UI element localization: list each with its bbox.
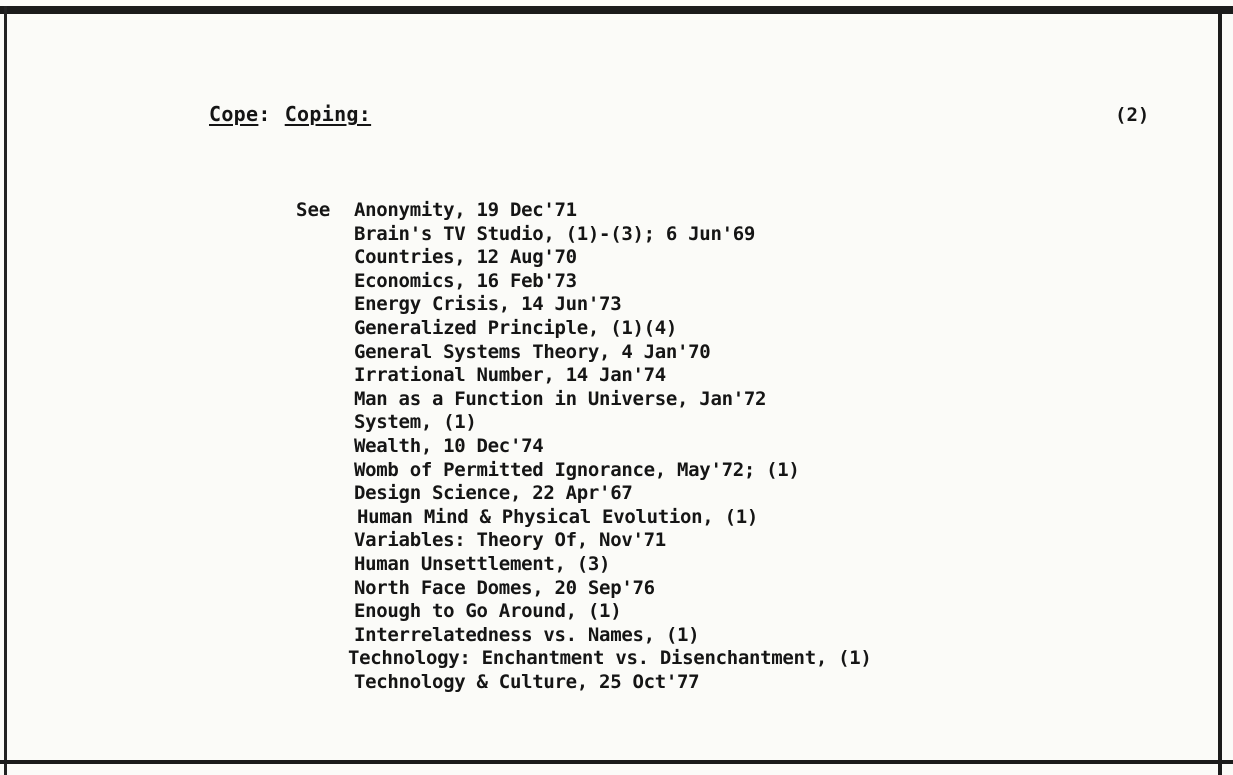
cross-reference-entry: Energy Crisis, 14 Jun'73 [354,293,622,316]
card-bottom-border [0,760,1233,764]
card-heading [209,102,371,126]
cross-reference-entry: Generalized Principle, (1)(4) [354,316,678,339]
cross-reference-entry: Human Unsettlement, (3) [354,552,611,575]
card-left-border [4,6,7,775]
cross-reference-entry: Anonymity, 19 Dec'71 [354,199,577,221]
cross-reference-list [348,199,872,694]
cross-reference-entry: Brain's TV Studio, (1)-(3); 6 Jun'69 [354,222,756,245]
card-page-number: (2) [1115,104,1150,126]
heading-colon: : [258,102,271,126]
cross-reference-entry: Interrelatedness vs. Names, (1) [354,623,700,646]
see-label: See [296,199,331,221]
cross-reference-entry: General Systems Theory, 4 Jan'70 [354,340,711,363]
card-top-border [0,6,1233,14]
cross-reference-entry: Womb of Permitted Ignorance, May'72; (1) [354,458,800,481]
cross-reference-entry: Irrational Number, 14 Jan'74 [354,364,666,387]
cross-reference-entry: Enough to Go Around, (1) [354,600,622,623]
cross-reference-entry: Variables: Theory Of, Nov'71 [354,529,666,552]
cross-reference-entry: North Face Domes, 20 Sep'76 [354,576,655,599]
heading-term-coping: Coping: [284,102,372,126]
cross-reference-entry: Man as a Function in Universe, Jan'72 [354,387,767,410]
cross-reference-entry: Wealth, 10 Dec'74 [354,434,544,457]
heading-term-cope: Cope [209,102,259,126]
card-right-border [1218,6,1222,775]
cross-reference-entry: Economics, 16 Feb'73 [354,269,577,292]
cross-reference-entry: Technology: Enchantment vs. Disenchantment, (1) [348,647,872,670]
cross-reference-entry: Human Mind & Physical Evolution, (1) [357,505,759,528]
cross-reference-entry: Technology & Culture, 25 Oct'77 [354,670,700,693]
cross-reference-entry: System, (1) [354,411,477,434]
cross-reference-entry: Countries, 12 Aug'70 [354,246,577,269]
cross-reference-entry: Design Science, 22 Apr'67 [354,482,633,505]
